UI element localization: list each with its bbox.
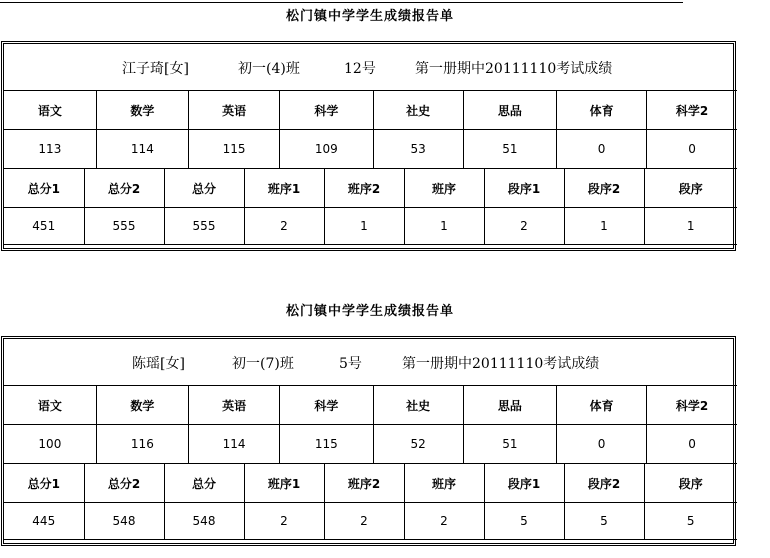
summary-header-row: [4, 169, 737, 208]
summary-header: 总分2: [84, 464, 164, 503]
summary-header: 班序2: [324, 169, 404, 208]
report-card-inner: [3, 338, 734, 544]
summary-value: 555: [164, 208, 244, 245]
student-number: 5号: [339, 356, 362, 372]
student-class: 初一(4)班: [238, 61, 300, 77]
subject-score: 0: [556, 130, 646, 169]
summary-value: 5: [484, 503, 564, 540]
summary-header: 段序2: [564, 464, 644, 503]
report-title: 松门镇中学学生成绩报告单: [285, 304, 454, 319]
report-title: 松门镇中学学生成绩报告单: [285, 9, 454, 24]
subject-score: 113: [4, 130, 96, 169]
subject-header: 体育: [556, 386, 646, 425]
summary-header: 总分: [164, 169, 244, 208]
subject-score-row: [4, 425, 737, 464]
summary-header: 班序1: [244, 169, 324, 208]
subject-score: 52: [373, 425, 463, 464]
subject-score: 51: [463, 425, 556, 464]
top-rule: [0, 2, 683, 3]
summary-value: 2: [244, 208, 324, 245]
subject-header: 科学: [280, 91, 373, 130]
summary-header: 总分1: [4, 169, 84, 208]
subject-score: 114: [189, 425, 280, 464]
student-class: 初一(7)班: [232, 356, 294, 372]
subject-score: 51: [463, 130, 556, 169]
subject-header-row: [4, 386, 737, 425]
summary-header: 段序: [644, 169, 737, 208]
summary-value: 555: [84, 208, 164, 245]
summary-value: 2: [324, 503, 404, 540]
summary-table: [4, 168, 737, 245]
summary-table: [4, 463, 737, 540]
subject-score: 53: [373, 130, 463, 169]
student-name: 江子琦[女]: [122, 61, 189, 77]
summary-value: 2: [244, 503, 324, 540]
summary-value: 5: [644, 503, 737, 540]
subject-header-row: [4, 91, 737, 130]
summary-header: 总分1: [4, 464, 84, 503]
summary-header: 总分: [164, 464, 244, 503]
summary-value: 5: [564, 503, 644, 540]
report-card: [1, 336, 736, 546]
summary-header: 班序: [404, 169, 484, 208]
student-name: 陈瑶[女]: [132, 356, 185, 372]
summary-value: 451: [4, 208, 84, 245]
subject-header: 数学: [96, 91, 188, 130]
summary-value-row: [4, 208, 737, 245]
summary-value: 1: [324, 208, 404, 245]
subject-score-table: [4, 90, 737, 169]
subject-header: 科学2: [647, 386, 737, 425]
subject-score: 0: [647, 130, 737, 169]
student-number: 12号: [344, 61, 376, 77]
summary-value: 1: [564, 208, 644, 245]
summary-value: 1: [644, 208, 737, 245]
subject-header: 科学2: [647, 91, 737, 130]
summary-header: 班序1: [244, 464, 324, 503]
subject-score: 100: [4, 425, 96, 464]
subject-header: 社史: [373, 91, 463, 130]
summary-header: 班序: [404, 464, 484, 503]
subject-score: 114: [96, 130, 188, 169]
summary-value: 548: [84, 503, 164, 540]
summary-value: 2: [484, 208, 564, 245]
report-card-inner: [3, 43, 734, 249]
summary-header: 段序1: [484, 464, 564, 503]
student-info-row: [4, 339, 733, 386]
subject-header: 英语: [189, 91, 280, 130]
report-card: [1, 41, 736, 251]
subject-score: 115: [189, 130, 280, 169]
subject-header: 体育: [556, 91, 646, 130]
subject-header: 思品: [463, 386, 556, 425]
exam-name: 第一册期中20111110考试成绩: [402, 356, 600, 372]
subject-header: 数学: [96, 386, 188, 425]
summary-value: 1: [404, 208, 484, 245]
exam-name: 第一册期中20111110考试成绩: [415, 61, 613, 77]
subject-header: 科学: [280, 386, 373, 425]
subject-header: 语文: [4, 91, 96, 130]
subject-score-table: [4, 385, 737, 464]
summary-value: 548: [164, 503, 244, 540]
summary-value: 2: [404, 503, 484, 540]
student-info-row: [4, 44, 733, 91]
subject-score: 116: [96, 425, 188, 464]
subject-header: 语文: [4, 386, 96, 425]
summary-header: 总分2: [84, 169, 164, 208]
summary-header: 段序: [644, 464, 737, 503]
summary-value: 445: [4, 503, 84, 540]
subject-score: 0: [647, 425, 737, 464]
subject-score: 109: [280, 130, 373, 169]
summary-header: 段序1: [484, 169, 564, 208]
subject-header: 思品: [463, 91, 556, 130]
subject-header: 英语: [189, 386, 280, 425]
summary-header: 班序2: [324, 464, 404, 503]
subject-header: 社史: [373, 386, 463, 425]
summary-value-row: [4, 503, 737, 540]
subject-score: 0: [556, 425, 646, 464]
summary-header: 段序2: [564, 169, 644, 208]
summary-header-row: [4, 464, 737, 503]
subject-score: 115: [280, 425, 373, 464]
subject-score-row: [4, 130, 737, 169]
